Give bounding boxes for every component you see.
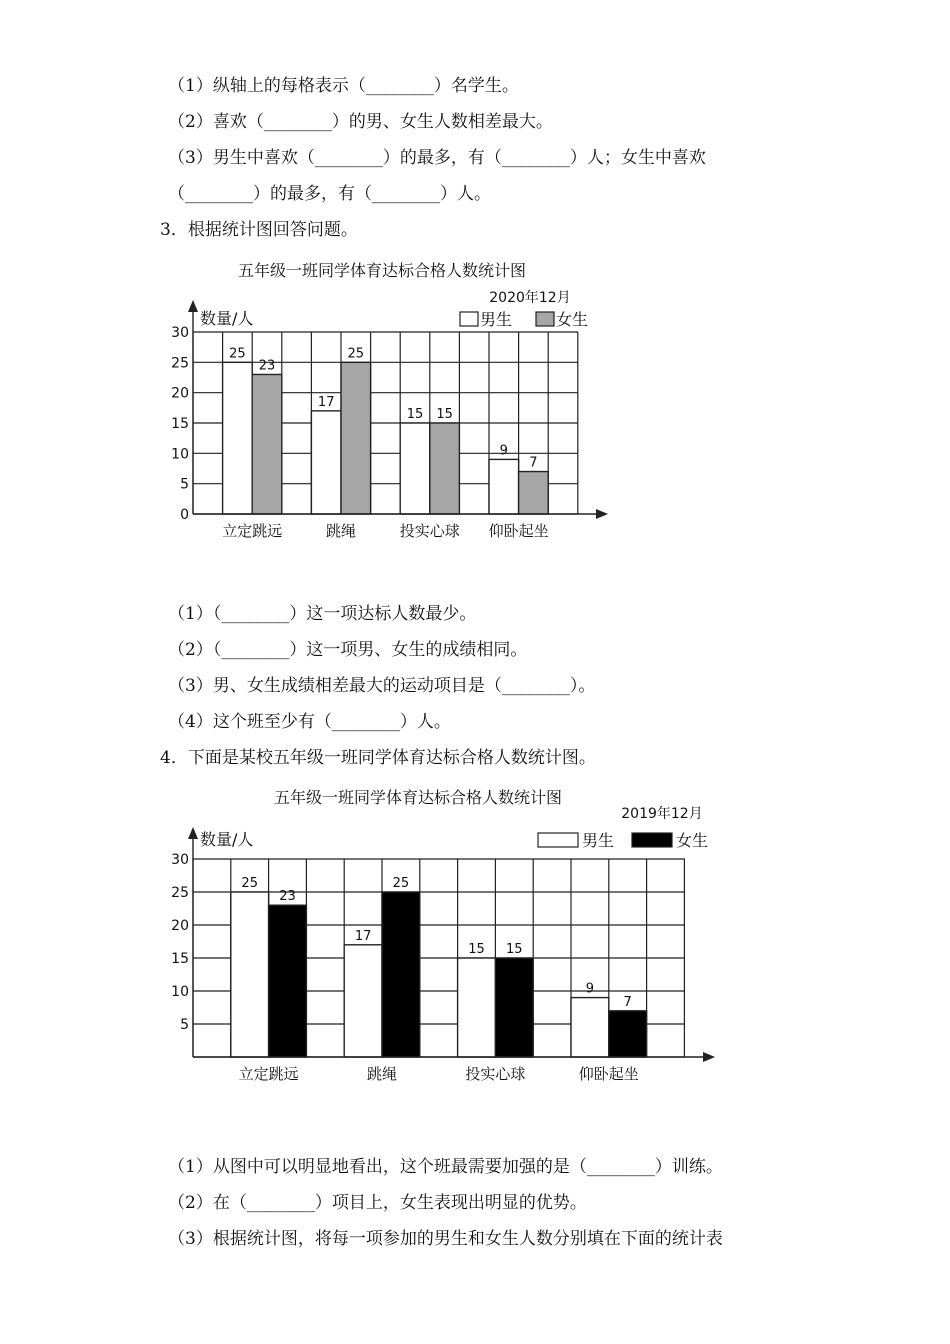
bar-label-boy-2: 15 — [406, 407, 424, 422]
y-tick-label: 5 — [180, 1017, 189, 1033]
y-tick-label: 30 — [171, 852, 189, 868]
q3-heading: 3．根据统计图回答问题。 — [160, 220, 358, 240]
bar-label-girl-0: 23 — [258, 358, 276, 374]
legend-swatch-boy — [460, 312, 478, 326]
x-tick-label: 仰卧起坐 — [488, 522, 549, 540]
q4-item-1: （1）从图中可以明显地看出，这个班最需要加强的是（________）训练。 — [168, 1157, 723, 1177]
y-axis-arrow — [188, 300, 198, 312]
bar-boy-2 — [458, 958, 496, 1057]
bar-girl-2 — [430, 423, 460, 514]
bar-label-boy-0: 25 — [241, 876, 258, 891]
bar-label-boy-1: 17 — [317, 394, 335, 410]
bar-girl-3 — [609, 1011, 647, 1057]
x-axis-arrow — [703, 1052, 715, 1062]
bar-label-boy-3: 9 — [585, 981, 595, 997]
q3-item-2: （2）（________）这一项男、女生的成绩相同。 — [168, 640, 528, 660]
legend-label-boy: 男生 — [582, 831, 615, 850]
legend-swatch-girl — [632, 833, 672, 847]
y-tick-label: 10 — [171, 984, 189, 1000]
bar-label-boy-1: 17 — [354, 928, 372, 944]
bar-boy-0 — [231, 892, 269, 1057]
q4-heading: 4．下面是某校五年级一班同学体育达标合格人数统计图。 — [160, 748, 596, 768]
bar-label-girl-3: 7 — [529, 455, 538, 471]
bar-label-boy-0: 25 — [229, 346, 246, 362]
bar-boy-2 — [400, 423, 430, 514]
y-axis-label: 数量/人 — [200, 309, 254, 328]
bar-label-girl-3: 7 — [623, 994, 632, 1010]
bar-label-girl-2: 15 — [506, 942, 523, 957]
legend-label-girl: 女生 — [676, 831, 709, 850]
chart-date: 2019年12月 — [621, 806, 703, 822]
bar-label-girl-1: 25 — [347, 346, 365, 362]
x-tick-label: 投实心球 — [399, 522, 460, 540]
chart-title: 五年级一班同学体育达标合格人数统计图 — [237, 261, 527, 280]
bar-girl-0 — [252, 374, 282, 514]
bar-label-girl-1: 25 — [392, 876, 410, 891]
bar-label-girl-0: 23 — [279, 889, 296, 905]
q4-item-3: （3）根据统计图，将每一项参加的男生和女生人数分别填在下面的统计表 — [168, 1229, 723, 1249]
bar-boy-3 — [489, 459, 519, 514]
chart-title: 五年级一班同学体育达标合格人数统计图 — [273, 788, 563, 807]
q2-item-1: （1）纵轴上的每格表示（________）名学生。 — [168, 76, 519, 96]
q3-item-3: （3）男、女生成绩相差最大的运动项目是（________）。 — [168, 676, 596, 696]
q2-item-3-continued: （________）的最多，有（________）人。 — [168, 184, 491, 204]
bar-girl-3 — [519, 472, 549, 514]
bar-girl-1 — [382, 892, 420, 1057]
y-tick-label: 15 — [171, 951, 189, 967]
y-tick-label: 5 — [180, 476, 189, 493]
chart-date: 2020年12月 — [489, 290, 571, 306]
legend-swatch-girl — [536, 312, 554, 326]
y-tick-label: 0 — [180, 507, 189, 523]
bar-boy-3 — [571, 998, 609, 1057]
y-tick-label: 20 — [171, 918, 189, 934]
x-axis-arrow — [596, 509, 608, 519]
x-tick-label: 仰卧起坐 — [578, 1065, 639, 1083]
y-axis-label: 数量/人 — [200, 830, 254, 849]
bar-boy-1 — [344, 945, 382, 1057]
bar-label-boy-3: 9 — [499, 443, 508, 459]
legend-label-boy: 男生 — [480, 310, 513, 329]
bar-label-girl-2: 15 — [436, 407, 453, 422]
y-tick-label: 15 — [171, 416, 189, 432]
legend-label-girl: 女生 — [556, 310, 589, 329]
q3-item-1: （1）（________）这一项达标人数最少。 — [168, 604, 477, 624]
q3-item-4: （4）这个班至少有（________）人。 — [168, 712, 451, 732]
x-tick-label: 跳绳 — [366, 1065, 398, 1083]
x-tick-label: 投实心球 — [465, 1065, 526, 1083]
bar-boy-1 — [311, 411, 341, 514]
q2-item-3: （3）男生中喜欢（________）的最多，有（________）人；女生中喜欢 — [168, 148, 706, 168]
y-axis-arrow — [188, 827, 198, 839]
y-tick-label: 10 — [171, 446, 189, 463]
bar-label-boy-2: 15 — [468, 942, 485, 957]
bar-girl-2 — [495, 958, 533, 1057]
y-tick-label: 25 — [171, 885, 189, 901]
y-tick-label: 30 — [171, 325, 189, 341]
bar-girl-1 — [341, 362, 371, 514]
x-tick-label: 立定跳远 — [222, 522, 283, 540]
q4-item-2: （2）在（________）项目上，女生表现出明显的优势。 — [168, 1193, 587, 1213]
legend-swatch-boy — [538, 833, 578, 847]
bar-boy-0 — [223, 362, 253, 514]
x-tick-label: 立定跳远 — [238, 1065, 299, 1083]
x-tick-label: 跳绳 — [325, 522, 357, 540]
y-tick-label: 20 — [171, 385, 189, 402]
bar-girl-0 — [269, 905, 307, 1057]
q2-item-2: （2）喜欢（________）的男、女生人数相差最大。 — [168, 112, 553, 132]
y-tick-label: 25 — [171, 355, 189, 372]
